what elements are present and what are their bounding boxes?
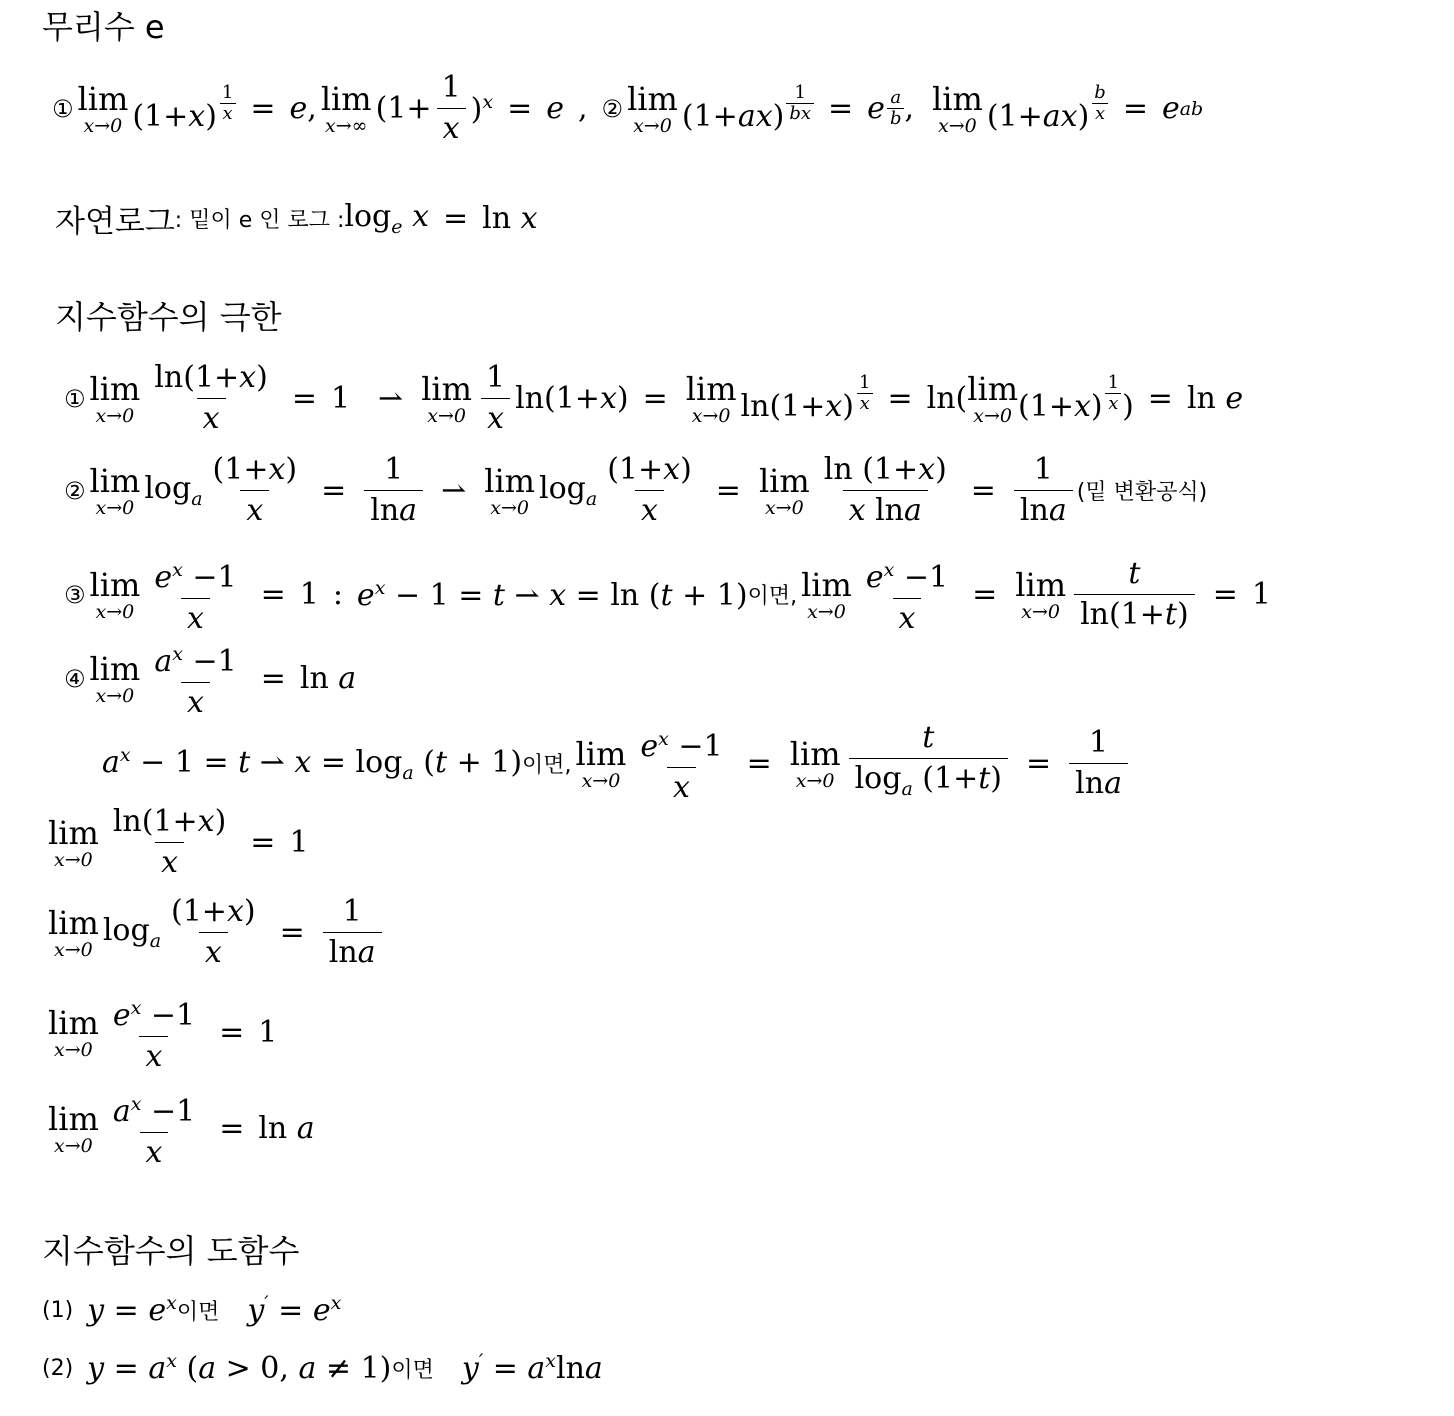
marker-2b: ② [64, 476, 86, 505]
limit-row-4: ④ lim x→0 $\frac{a^x -1}{x}$ = ln a [64, 643, 357, 720]
if-then-note-1: 이면, [747, 584, 798, 609]
limit-row-4-derivation: $a^x - 1 = t$ ⇀ $x = \log_a (t + 1)$ 이면, lim x→0 $\frac{e^x -1}{x}$ = lim x→0 $\frac{t}{\log_a (1+t)}$ = $\frac{1}{\ln a}$ [102, 720, 1132, 807]
limit-row-1: ① lim x→0 $\frac{\ln(1+x)}{x}$ = 1 ⇀ lim x→0 $\frac{1}{x}$ ln(1+x) = lim x→0 ln(1+x) $\frac{1}{x}$ = ln( lim x→0 (1+x) $\frac{1}{x}$ ) = ln e [64, 360, 1244, 436]
summary-ax-limit: lim x→0 $\frac{a^x -1}{x}$ = ln a [48, 1093, 315, 1170]
summary-ex-limit: lim x→0 $\frac{e^x -1}{x}$ = 1 [48, 997, 278, 1074]
natural-log-term: 자연로그 [55, 204, 175, 240]
heading-exp-limit: 지수함수의 극한 [55, 298, 282, 336]
natural-log-definition: 자연로그 : 밑이 e 인 로그 : $\log_e x$ = ln x [55, 196, 538, 241]
derivative-2: (2) $y = a^x$ (a > 0, a ≠ 1) 이면 $y' = a^x\ln a$ [42, 1350, 603, 1386]
limit-row-3: ③ lim x→0 $\frac{e^x -1}{x}$ = 1 : $e^x - 1 = t$ ⇀ x = ln (t + 1) 이면, lim x→0 $\frac{e^x -1}{x}$ = lim x→0 $\frac{t}{\ln(1+t)}$ = 1 [64, 556, 1271, 636]
limit-row-2: ② lim x→0 $\log_a$ $\frac{(1+x)}{x}$ = $\frac{1}{\ln a}$ ⇀ lim x→0 $\log_a$ $\frac{(1+x)}{x}$ = lim x→0 $\frac{\ln (1+x)}{\text{x lna}}$ = $\frac{1}{\ln a}$ (밑 변환공식) [64, 452, 1208, 528]
heading-exp-derivative: 지수함수의 도함수 [42, 1232, 300, 1270]
marker-1b: ① [64, 384, 86, 413]
if-then-note-3: 이면 [176, 1299, 220, 1325]
derivative-1: (1) $y = e^x$ 이면 $y' = e^x$ [42, 1292, 342, 1328]
natural-log-desc: : 밑이 e 인 로그 : [174, 208, 345, 233]
change-of-base-note: (밑 변환공식) [1076, 480, 1208, 505]
marker-2: ② [601, 94, 624, 123]
heading-irrational-e: 무리수 e [42, 8, 165, 46]
summary-log-limit: lim x→0 $\log_a$ $\frac{(1+x)}{x}$ = $\frac{1}{\ln a}$ [44, 894, 386, 971]
marker-p2: (2) [42, 1355, 74, 1381]
marker-4: ④ [64, 664, 86, 693]
if-then-note-4: 이면 [391, 1357, 434, 1383]
if-then-note-2: 이면, [522, 753, 572, 778]
marker-p1: (1) [42, 1297, 74, 1323]
e-limit-formulas: ① lim x→0 (1+x) $\frac{1}{x}$ = e , lim x→∞ (1+ $\frac{1}{x}$ )$^x$ = e , ② lim x→0 (1+ax) $\frac{1}{bx}$ = e a b , lim x→0 (1+ax) $\frac{b}{x}$ = e ab [52, 70, 1204, 146]
summary-ln-limit: lim x→0 $\frac{\ln(1+x)}{x}$ = 1 [48, 804, 309, 880]
marker-3: ③ [64, 580, 86, 609]
marker-1: ① [52, 94, 74, 123]
